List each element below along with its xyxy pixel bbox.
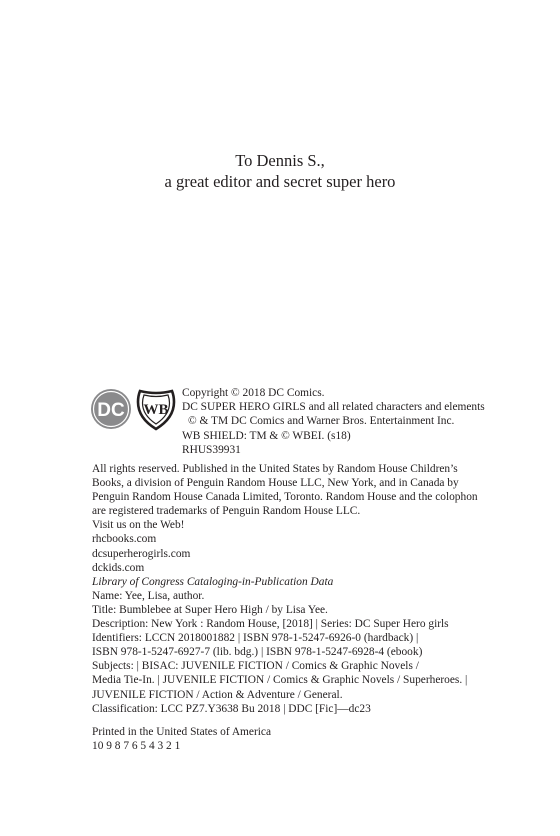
legal-line: Penguin Random House Canada Limited, Toronto. Random House and the colophon xyxy=(92,491,478,504)
cip-subjects-cont: JUVENILE FICTION / Action & Adventure / General. xyxy=(92,688,343,701)
website-dcsuperherogirls: dcsuperherogirls.com xyxy=(92,547,191,560)
website-dckids: dckids.com xyxy=(92,561,145,574)
legal-line: are registered trademarks of Penguin Random House LLC. xyxy=(92,505,361,518)
visit-web-line: Visit us on the Web! xyxy=(92,519,185,532)
wb-shield-logo xyxy=(136,388,176,432)
dedication-line-2: a great editor and secret super hero xyxy=(164,172,396,191)
dedication-line-1: To Dennis S., xyxy=(235,151,325,170)
cip-identifiers-cont: ISBN 978-1-5247-6927-7 (lib. bdg.) | ISBN 978-1-5247-6928-4 (ebook) xyxy=(92,646,423,659)
copyright-line: © & TM DC Comics and Warner Bros. Entertainment Inc. xyxy=(188,415,455,428)
cip-subjects: Subjects: | BISAC: JUVENILE FICTION / Comics & Graphic Novels / xyxy=(92,660,419,673)
copyright-line: RHUS39931 xyxy=(182,443,241,456)
cip-identifiers: Identifiers: LCCN 2018001882 | ISBN 978-1-5247-6926-0 (hardback) | xyxy=(92,632,419,645)
copyright-line: DC SUPER HERO GIRLS and all related characters and elements xyxy=(182,401,485,414)
dedication xyxy=(0,150,560,192)
wb-logo-text: WB xyxy=(143,402,169,418)
printed-in: Printed in the United States of America xyxy=(92,726,272,738)
cip-title: Title: Bumblebee at Super Hero High / by Lisa Yee. xyxy=(92,603,328,616)
legal-line: Books, a division of Penguin Random House LLC, New York, and in Canada by xyxy=(92,477,459,490)
cip-name: Name: Yee, Lisa, author. xyxy=(92,589,205,602)
copyright-line: WB SHIELD: TM & © WBEI. (s18) xyxy=(182,429,351,442)
publisher-logos xyxy=(90,388,180,432)
dc-logo-text: DC xyxy=(97,400,125,421)
website-rhcbooks: rhcbooks.com xyxy=(92,533,157,546)
printing-info xyxy=(92,725,271,753)
legal-line: All rights reserved. Published in the United States by Random House Children’s xyxy=(92,463,458,475)
printing-line: 10 9 8 7 6 5 4 3 2 1 xyxy=(92,740,181,753)
dc-logo xyxy=(90,388,132,430)
copyright-block xyxy=(182,386,485,457)
legal-block xyxy=(92,462,478,716)
cip-heading: Library of Congress Cataloging-in-Publication Data xyxy=(92,575,334,588)
copyright-line: Copyright © 2018 DC Comics. xyxy=(182,387,325,399)
cip-classification: Classification: LCC PZ7.Y3638 Bu 2018 | DDC [Fic]—dc23 xyxy=(92,702,371,715)
cip-description: Description: New York : Random House, [2018] | Series: DC Super Hero girls xyxy=(92,618,449,631)
cip-subjects-cont: Media Tie-In. | JUVENILE FICTION / Comics & Graphic Novels / Superheroes. | xyxy=(92,674,468,687)
